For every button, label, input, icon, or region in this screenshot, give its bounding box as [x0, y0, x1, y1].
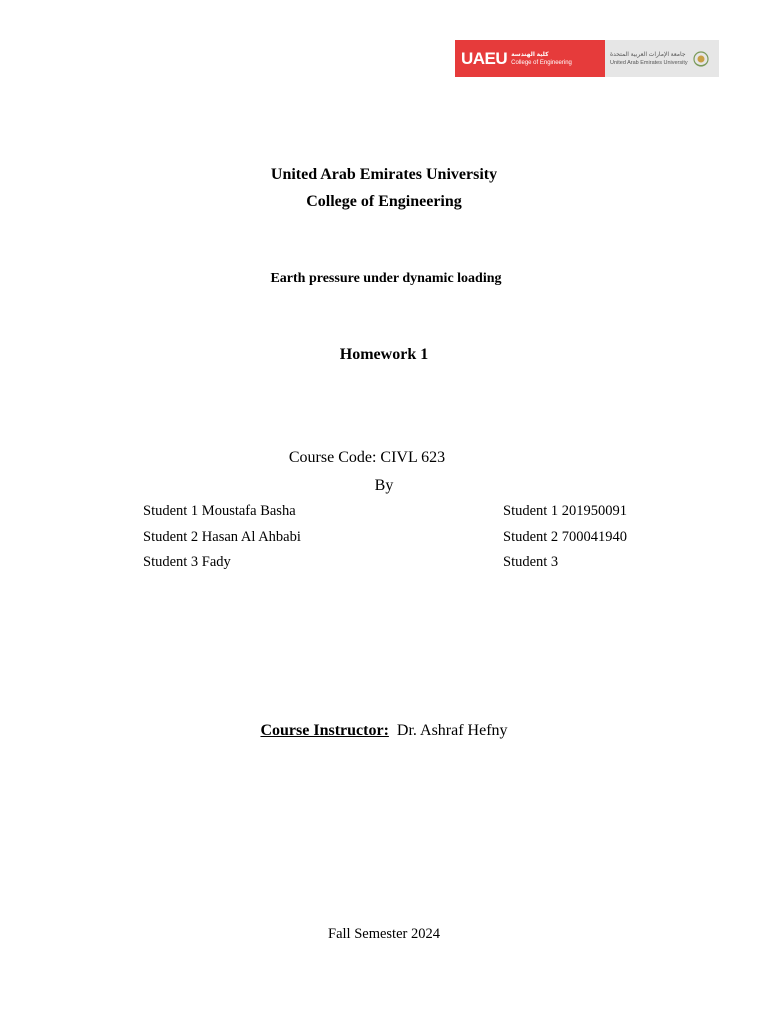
student-name: Student 2 Hasan Al Ahbabi — [143, 529, 301, 545]
document-topic: Earth pressure under dynamic loading — [270, 271, 502, 286]
college-name-english: College of Engineering — [511, 59, 572, 66]
university-emblem-icon — [692, 49, 710, 69]
course-code: Course Code: CIVL 623 — [288, 449, 446, 466]
assignment-title: Homework 1 — [339, 346, 429, 363]
instructor-label: Course Instructor: — [260, 722, 389, 739]
uaeu-logo-red-panel — [455, 40, 605, 77]
university-name: United Arab Emirates University — [270, 166, 498, 183]
instructor-name: Dr. Ashraf Hefny — [396, 722, 508, 739]
student-id: Student 3 — [503, 554, 559, 570]
by-label: By — [374, 477, 394, 494]
student-id: Student 1 201950091 — [503, 503, 628, 519]
semester: Fall Semester 2024 — [328, 926, 440, 942]
college-logo-text — [511, 51, 572, 67]
uaeu-logo-text: UAEU — [461, 48, 508, 68]
college-name: College of Engineering — [306, 193, 462, 210]
course-instructor — [0, 722, 768, 740]
university-name-arabic: جامعة الإمارات العربية المتحدة — [610, 51, 686, 58]
college-name-arabic: كلية الهندسة — [511, 51, 549, 58]
student-id: Student 2 700041940 — [503, 529, 628, 545]
university-logo-text — [610, 51, 688, 67]
uaeu-logo-grey-panel — [605, 40, 719, 77]
student-name: Student 1 Moustafa Basha — [143, 503, 296, 519]
university-name-english: United Arab Emirates University — [610, 59, 688, 66]
uaeu-logo-banner — [455, 40, 719, 77]
student-name: Student 3 Fady — [143, 554, 231, 570]
